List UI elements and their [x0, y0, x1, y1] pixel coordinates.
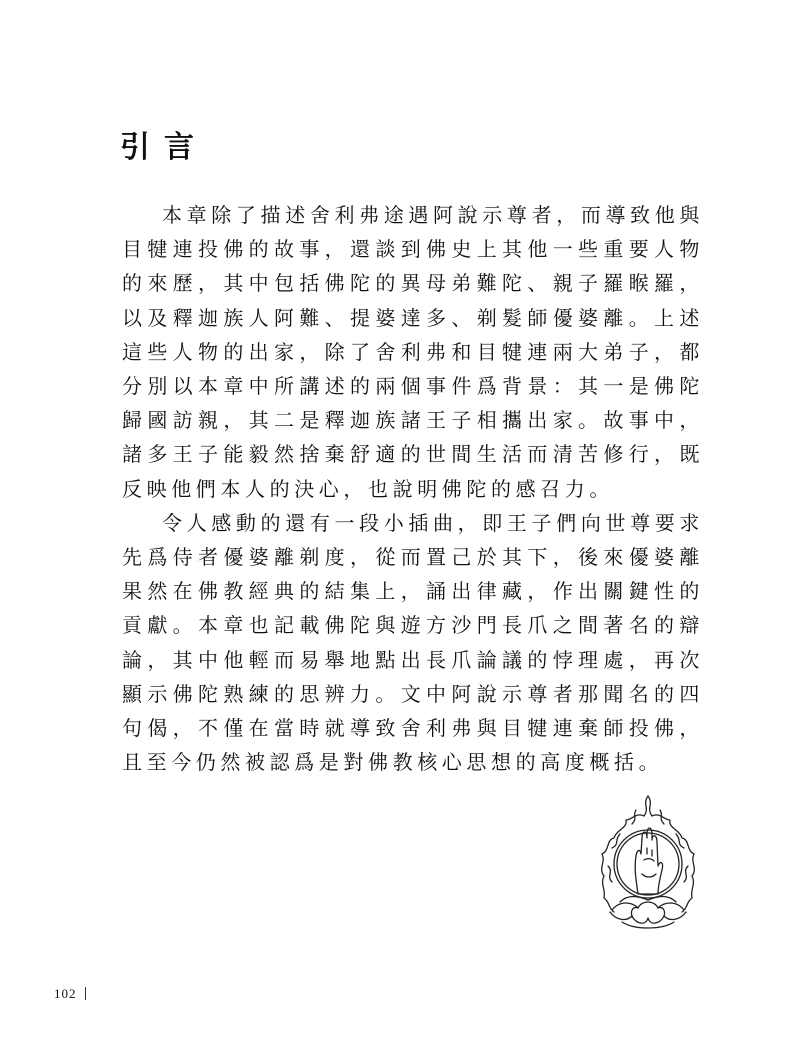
page-footer [54, 986, 86, 1002]
page-number: 102 [54, 986, 77, 1001]
buddha-hand-lotus-icon [592, 790, 704, 932]
chapter-title: 引言 [120, 130, 208, 165]
chapter-introduction [122, 198, 704, 779]
paragraph-2: 令人感動的還有一段小插曲，即王子們向世尊要求先爲侍者優婆離剃度，從而置己於其下，後來優婆離果然在佛教經典的結集上，誦出律藏，作出關鍵性的貢獻。本章也記載佛陀與遊方沙門長爪之間著名的辯論，其中他輕而易舉地點出長爪論議的悖理處，再次顯示佛陀熟練的思辨力。文中阿說示尊者那聞名的四句偈，不僅在當時就導致舍利弗與目犍連棄師投佛，且至今仍然被認爲是對佛教核心思想的高度概括。 [122, 510, 704, 775]
footer-divider [85, 987, 86, 1000]
paragraph-1: 本章除了描述舍利弗途遇阿說示尊者，而導致他與目犍連投佛的故事，還談到佛史上其他一些重要人物的來歷，其中包括佛陀的異母弟難陀、親子羅睺羅，以及釋迦族人阿難、提婆達多、剃髮師優婆離。上述這些人物的出家，除了舍利弗和目犍連兩大弟子，都分別以本章中所講述的兩個事件爲背景：其一是佛陀歸國訪親，其二是釋迦族諸王子相攜出家。故事中，諸多王子能毅然捨棄舒適的世間生活而清苦修行，既反映他們本人的決心，也說明佛陀的感召力。 [122, 203, 704, 501]
